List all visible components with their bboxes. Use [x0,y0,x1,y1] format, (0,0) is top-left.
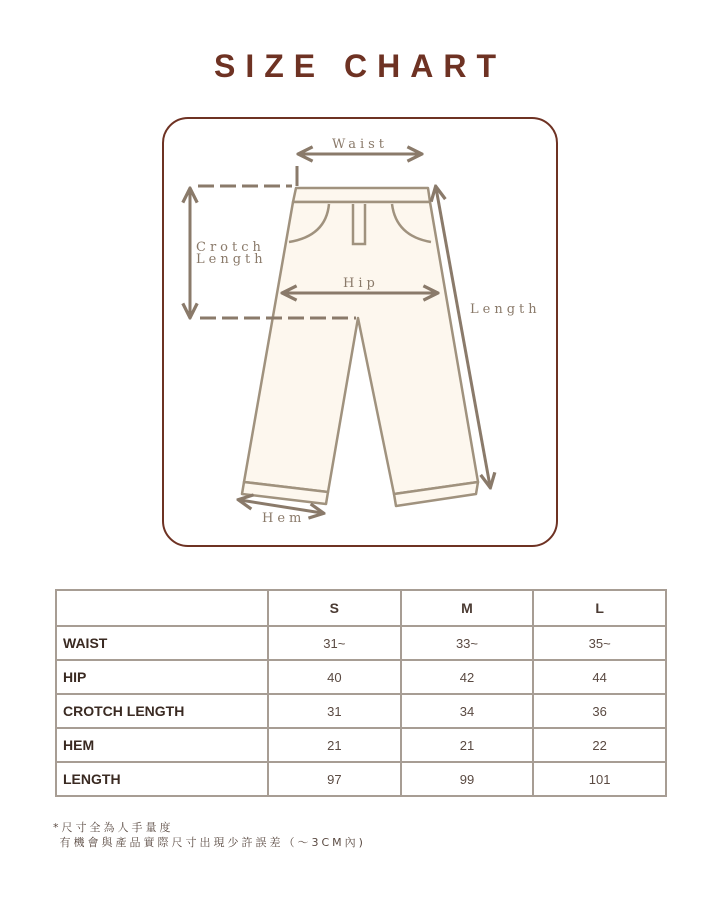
table-cell: 42 [401,660,534,694]
table-cell: 97 [268,762,401,796]
table-row [56,660,666,694]
table-cell: 35~ [533,626,666,660]
measurement-note [53,820,366,850]
table-cell: 101 [533,762,666,796]
table-row [56,728,666,762]
row-label: HIP [56,660,268,694]
hip-label: Hip [343,276,379,291]
table-cell: 22 [533,728,666,762]
page-title: SIZE CHART [214,48,506,84]
row-label: HEM [56,728,268,762]
table-header-row [56,590,666,626]
table-cell: 44 [533,660,666,694]
crotch-label-line2: Length [196,252,267,267]
table-cell: 40 [268,660,401,694]
length-label: Length [470,302,541,317]
header-blank [56,590,268,626]
table-cell: 31~ [268,626,401,660]
table-cell: 99 [401,762,534,796]
note-line-1: *尺寸全為人手量度 [53,821,174,834]
note-line-2: 有機會與產品實際尺寸出現少許誤差（～3CM內) [53,836,366,849]
row-label: CROTCH LENGTH [56,694,268,728]
table-cell: 21 [401,728,534,762]
row-label: LENGTH [56,762,268,796]
size-table [55,589,667,797]
header-l: L [533,590,666,626]
row-label: WAIST [56,626,268,660]
header-s: S [268,590,401,626]
table-row [56,694,666,728]
hem-label: Hem [262,511,306,526]
crotch-label-line1: Crotch [196,240,265,255]
table-row [56,762,666,796]
pants-illustration [242,188,478,506]
table-cell: 36 [533,694,666,728]
table-cell: 34 [401,694,534,728]
header-m: M [401,590,534,626]
table-cell: 33~ [401,626,534,660]
table-cell: 31 [268,694,401,728]
table-row [56,626,666,660]
waist-label: Waist [332,137,389,152]
table-cell: 21 [268,728,401,762]
